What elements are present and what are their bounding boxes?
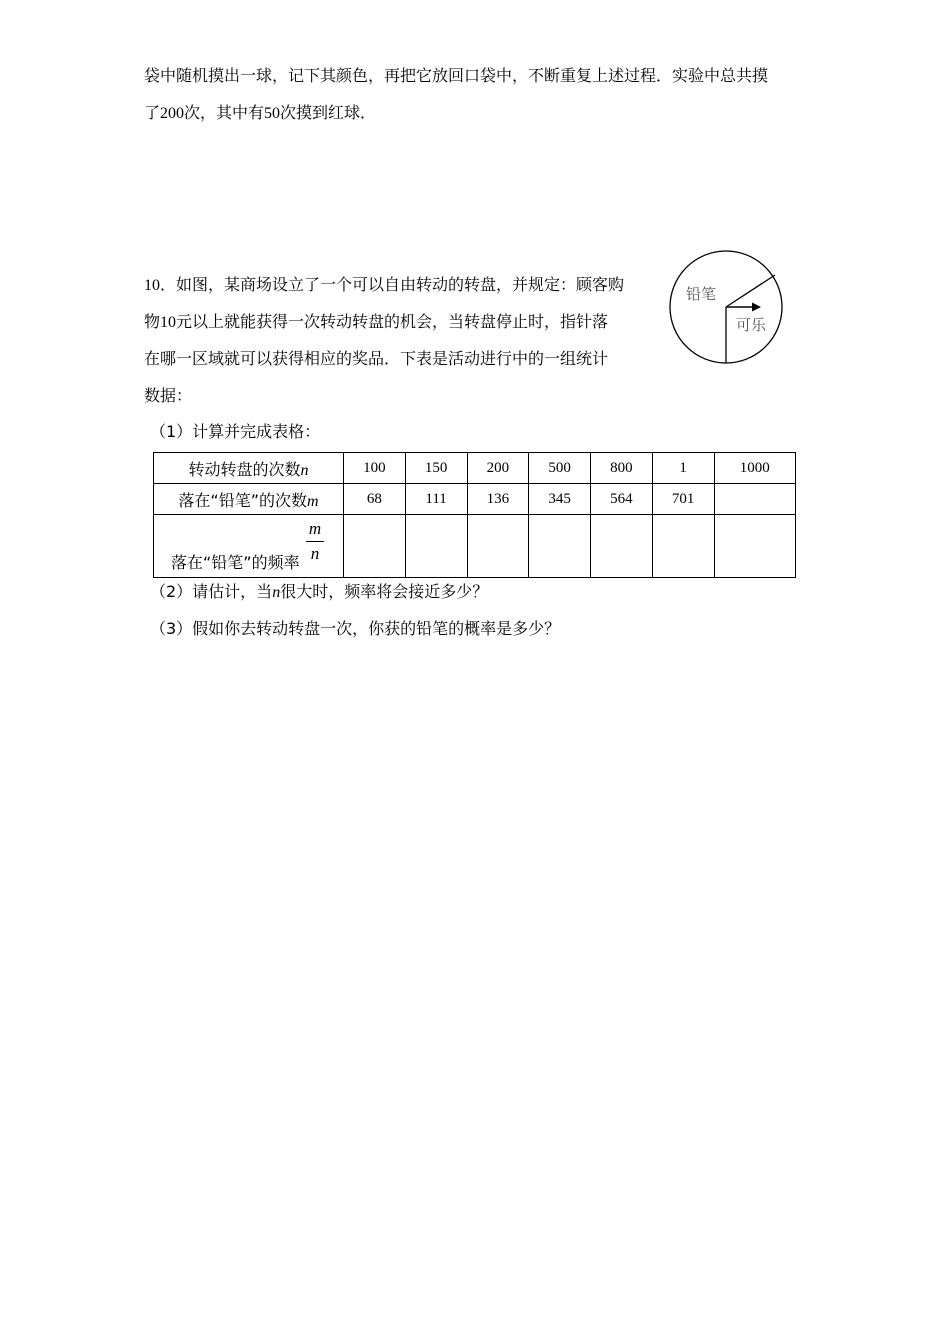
- table-row-pencil-count: [154, 484, 796, 515]
- intro-text-1: 袋中随机摸出一球，记下其颜色，再把它放回口袋中，不断重复上述过程．实验中总共摸: [144, 66, 769, 85]
- problem10-text-4: 数据：: [144, 386, 193, 405]
- table-cell-frequency-blank: [714, 515, 796, 578]
- part-3: [150, 619, 560, 639]
- part-2-text-b: 很大时，频率将会接近多少？: [280, 582, 489, 601]
- frequency-table: [153, 452, 796, 578]
- table-row-spins: [154, 453, 796, 484]
- pointer-arrow-icon: [752, 303, 761, 312]
- spinner-figure: [668, 248, 788, 368]
- problem-number: 10．: [144, 277, 177, 294]
- problem10-number-10: 10: [160, 314, 177, 331]
- row-label-pencil-count: [154, 484, 344, 515]
- table-cell-frequency-blank: [652, 515, 714, 578]
- spinner-diagram: [668, 248, 788, 368]
- intro-number-200: 200: [160, 105, 185, 122]
- fraction-m-over-n: [306, 518, 324, 565]
- problem10-text-3: 在哪一区域就可以获得相应的奖品．下表是活动进行中的一组统计: [144, 349, 609, 368]
- table-cell-n: 200: [467, 453, 529, 484]
- table-cell-n: 1000: [714, 453, 796, 484]
- spinner-label-cola: 可乐: [736, 316, 767, 334]
- intro-line-1: [144, 66, 768, 86]
- part-3-text: （3）假如你去转动转盘一次，你获的铅笔的概率是多少？: [150, 619, 561, 638]
- table-cell-m: 68: [344, 484, 406, 515]
- part-2: [150, 582, 488, 603]
- row-label-frequency-text: 落在“铅笔”的频率: [171, 553, 300, 572]
- row-label-spins-text: 转动转盘的次数: [188, 459, 301, 479]
- intro-number-50: 50: [264, 105, 281, 122]
- table-cell-frequency-blank: [529, 515, 591, 578]
- var-m: m: [307, 492, 319, 510]
- table-cell-n: 800: [591, 453, 653, 484]
- table-cell-frequency-blank: [344, 515, 406, 578]
- table-cell-m: 701: [652, 484, 714, 515]
- fraction-bar: [306, 541, 324, 542]
- problem10-line-4: [144, 386, 192, 406]
- table-cell-frequency-blank: [405, 515, 467, 578]
- intro-text-2a: 了: [144, 103, 161, 122]
- table-cell-m: 111: [405, 484, 467, 515]
- row-label-spins: [154, 453, 344, 484]
- var-n: n: [300, 461, 309, 479]
- table-cell-n: 150: [405, 453, 467, 484]
- table-cell-n: 100: [344, 453, 406, 484]
- table-cell-frequency-blank: [467, 515, 529, 578]
- table-cell-m: 564: [591, 484, 653, 515]
- fraction-numerator: m: [308, 519, 322, 538]
- part-1: [150, 422, 320, 442]
- table-cell-m: 136: [467, 484, 529, 515]
- table-cell-n: 1: [652, 453, 714, 484]
- part-2-text-a: （2）请估计，当: [150, 582, 273, 601]
- problem10-text-2b: 元以上就能获得一次转动转盘的机会，当转盘停止时，指针落: [176, 312, 609, 331]
- table-cell-m-blank: [714, 484, 796, 515]
- problem10-line-3: [144, 349, 608, 369]
- table-cell-n: 500: [529, 453, 591, 484]
- intro-text-2b: 次，其中有: [184, 103, 265, 122]
- intro-line-2: [144, 103, 376, 124]
- row-label-frequency: [154, 515, 344, 578]
- fraction-denominator: n: [310, 544, 320, 563]
- table-row-frequency: [154, 515, 796, 578]
- problem10-text-2a: 物: [144, 312, 161, 331]
- row-label-pencil-count-text: 落在“铅笔”的次数: [178, 490, 308, 510]
- spinner-label-pencil: 铅笔: [686, 285, 717, 303]
- table-cell-frequency-blank: [591, 515, 653, 578]
- problem10-line-2: [144, 312, 608, 333]
- problem10-line-1: [144, 275, 624, 296]
- table-cell-m: 345: [529, 484, 591, 515]
- part-2-var-n: n: [272, 584, 281, 601]
- intro-text-2c: 次摸到红球．: [280, 103, 377, 122]
- part-1-text: （1）计算并完成表格：: [150, 422, 321, 441]
- problem10-text-1: 如图，某商场设立了一个可以自由转动的转盘，并规定：顾客购: [176, 275, 625, 294]
- spinner-divider-upper: [726, 275, 775, 307]
